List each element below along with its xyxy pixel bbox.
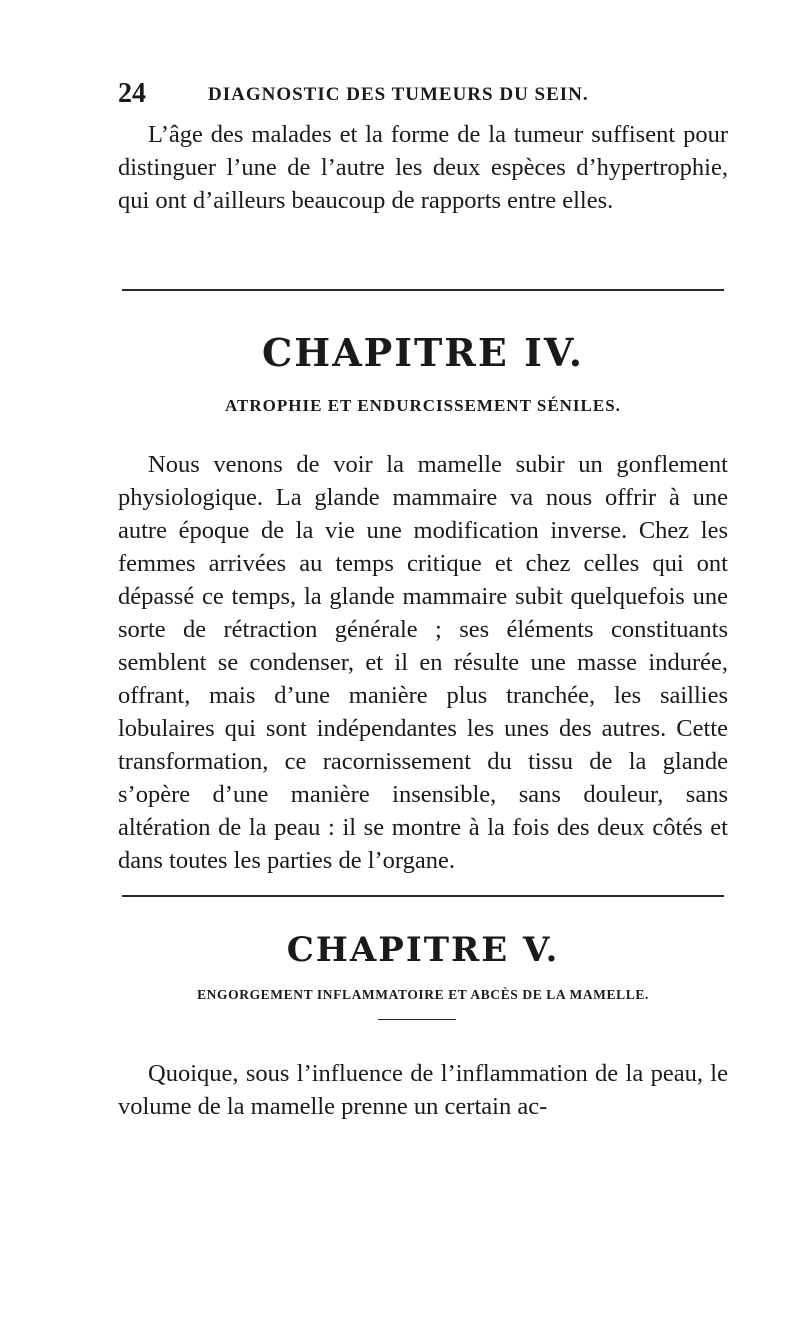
chapter-iv-subtitle: ATROPHIE ET ENDURCISSEMENT SÉNILES. (225, 396, 621, 415)
chapter-v-body: Quoique, sous l’influence de l’inflammation de la peau, le volume de la mamelle prenne un certain ac- (118, 1060, 728, 1120)
page-header (118, 78, 728, 118)
section-divider (122, 289, 724, 291)
running-title: DIAGNOSTIC DES TUMEURS DU SEIN. (208, 84, 589, 105)
section-divider (122, 895, 724, 897)
short-divider (378, 1019, 456, 1020)
chapter-iv-body: Nous venons de voir la mamelle subir un gonflement physiologique. La glande mammaire va nous offrir à une autre époque de la vie une modification inverse. Chez les femmes arrivées au temps critique et chez celles qui ont dépassé ce temps, la glande mammaire subit quelquefois une sorte de rétraction générale ; ses éléments constituants semblent se condenser, et il en résulte une masse indurée, offrant, mais d’une manière plus tranchée, les saillies lobulaires qui sont indépendantes les unes des autres. Cette transformation, ce racornissement du tissu de la glande s’opère d’une manière insensible, sans douleur, sans altération de la peau : il se montre à la fois des deux côtés et dans toutes les parties de l’organe. (118, 451, 728, 874)
intro-paragraph: L’âge des malades et la forme de la tumeur suffisent pour distinguer l’une de l’autre les deux espèces d’hypertrophie, qui ont d’ailleurs beaucoup de rapports entre elles. (118, 121, 728, 214)
chapter-v-subtitle: ENGORGEMENT INFLAMMATOIRE ET ABCÈS DE LA MAMELLE. (197, 987, 649, 1002)
chapter-v-title: CHAPITRE V. (286, 930, 560, 970)
chapter-iv-title: CHAPITRE IV. (262, 330, 584, 375)
page-number: 24 (118, 78, 146, 109)
